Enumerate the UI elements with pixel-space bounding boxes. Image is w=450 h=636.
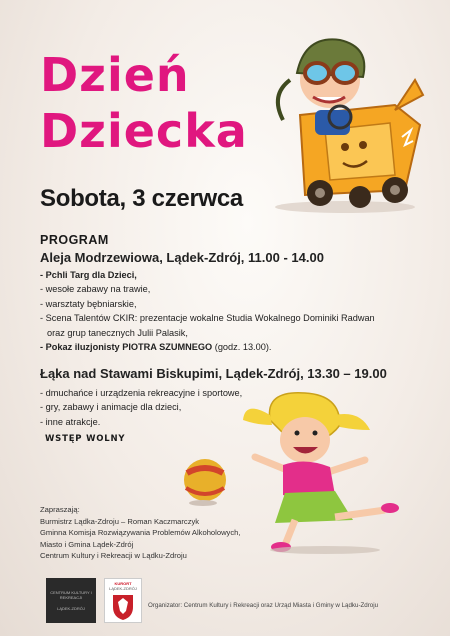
logos [46,578,142,623]
list-item: - gry, zabawy i animacje dla dzieci, [40,402,182,413]
shield-icon [111,593,135,621]
title-line-2: Dziecka [40,104,248,158]
kurort-crest-logo: KURORT LĄDEK-ZDRÓJ [104,578,142,623]
program-list-1 [40,268,375,354]
list-item: - warsztaty bębniarskie, [40,298,137,309]
location-1: Aleja Modrzewiowa, Lądek-Zdrój, 11.00 - 14.00 [40,250,324,265]
title-line-1: Dzień [40,48,190,102]
list-item: - dmuchańce i urządzenia rekreacyjne i sportowe, [40,388,243,398]
list-item: - inne atrakcje. [40,416,101,427]
location-2: Łąka nad Stawami Biskupimi, Lądek-Zdrój, 13.30 – 19.00 [40,366,387,381]
program-heading: PROGRAM [40,233,109,247]
organizer-note: Organizator: Centrum Kultury i Rekreacji oraz Urząd Miasta i Gminy w Lądku-Zdroju [148,602,379,609]
list-item: - Pokaz iluzjonisty PIOTRA SZUMNEGO (godz. 13.00). [40,342,272,353]
list-item: - wesołe zabawy na trawie, [40,284,151,295]
ckir-logo: CENTRUM KULTURY I REKREACJI LĄDEK-ZDRÓJ [46,578,96,623]
free-entry: WSTĘP WOLNY [45,434,126,444]
event-date: Sobota, 3 czerwca [40,185,243,212]
list-item: - Pchli Targ dla Dzieci, [40,270,137,280]
list-item: oraz grup tanecznych Julii Palasik, [47,327,188,338]
invitation-block: Zapraszają: Burmistrz Lądka-Zdroju – Roman Kaczmarczyk Gminna Komisja Rozwiązywania Problemów Alkoholowych, Miasto i Gmina Lądek-Zdrój Centrum Kultury i Rekreacji w Lądku-Zdroju [40,505,241,560]
list-item: - Scena Talentów CKIR: prezentacje wokalne Studia Wokalnego Dominiki Radwan [40,313,375,324]
boy-in-car-illustration [245,25,435,215]
